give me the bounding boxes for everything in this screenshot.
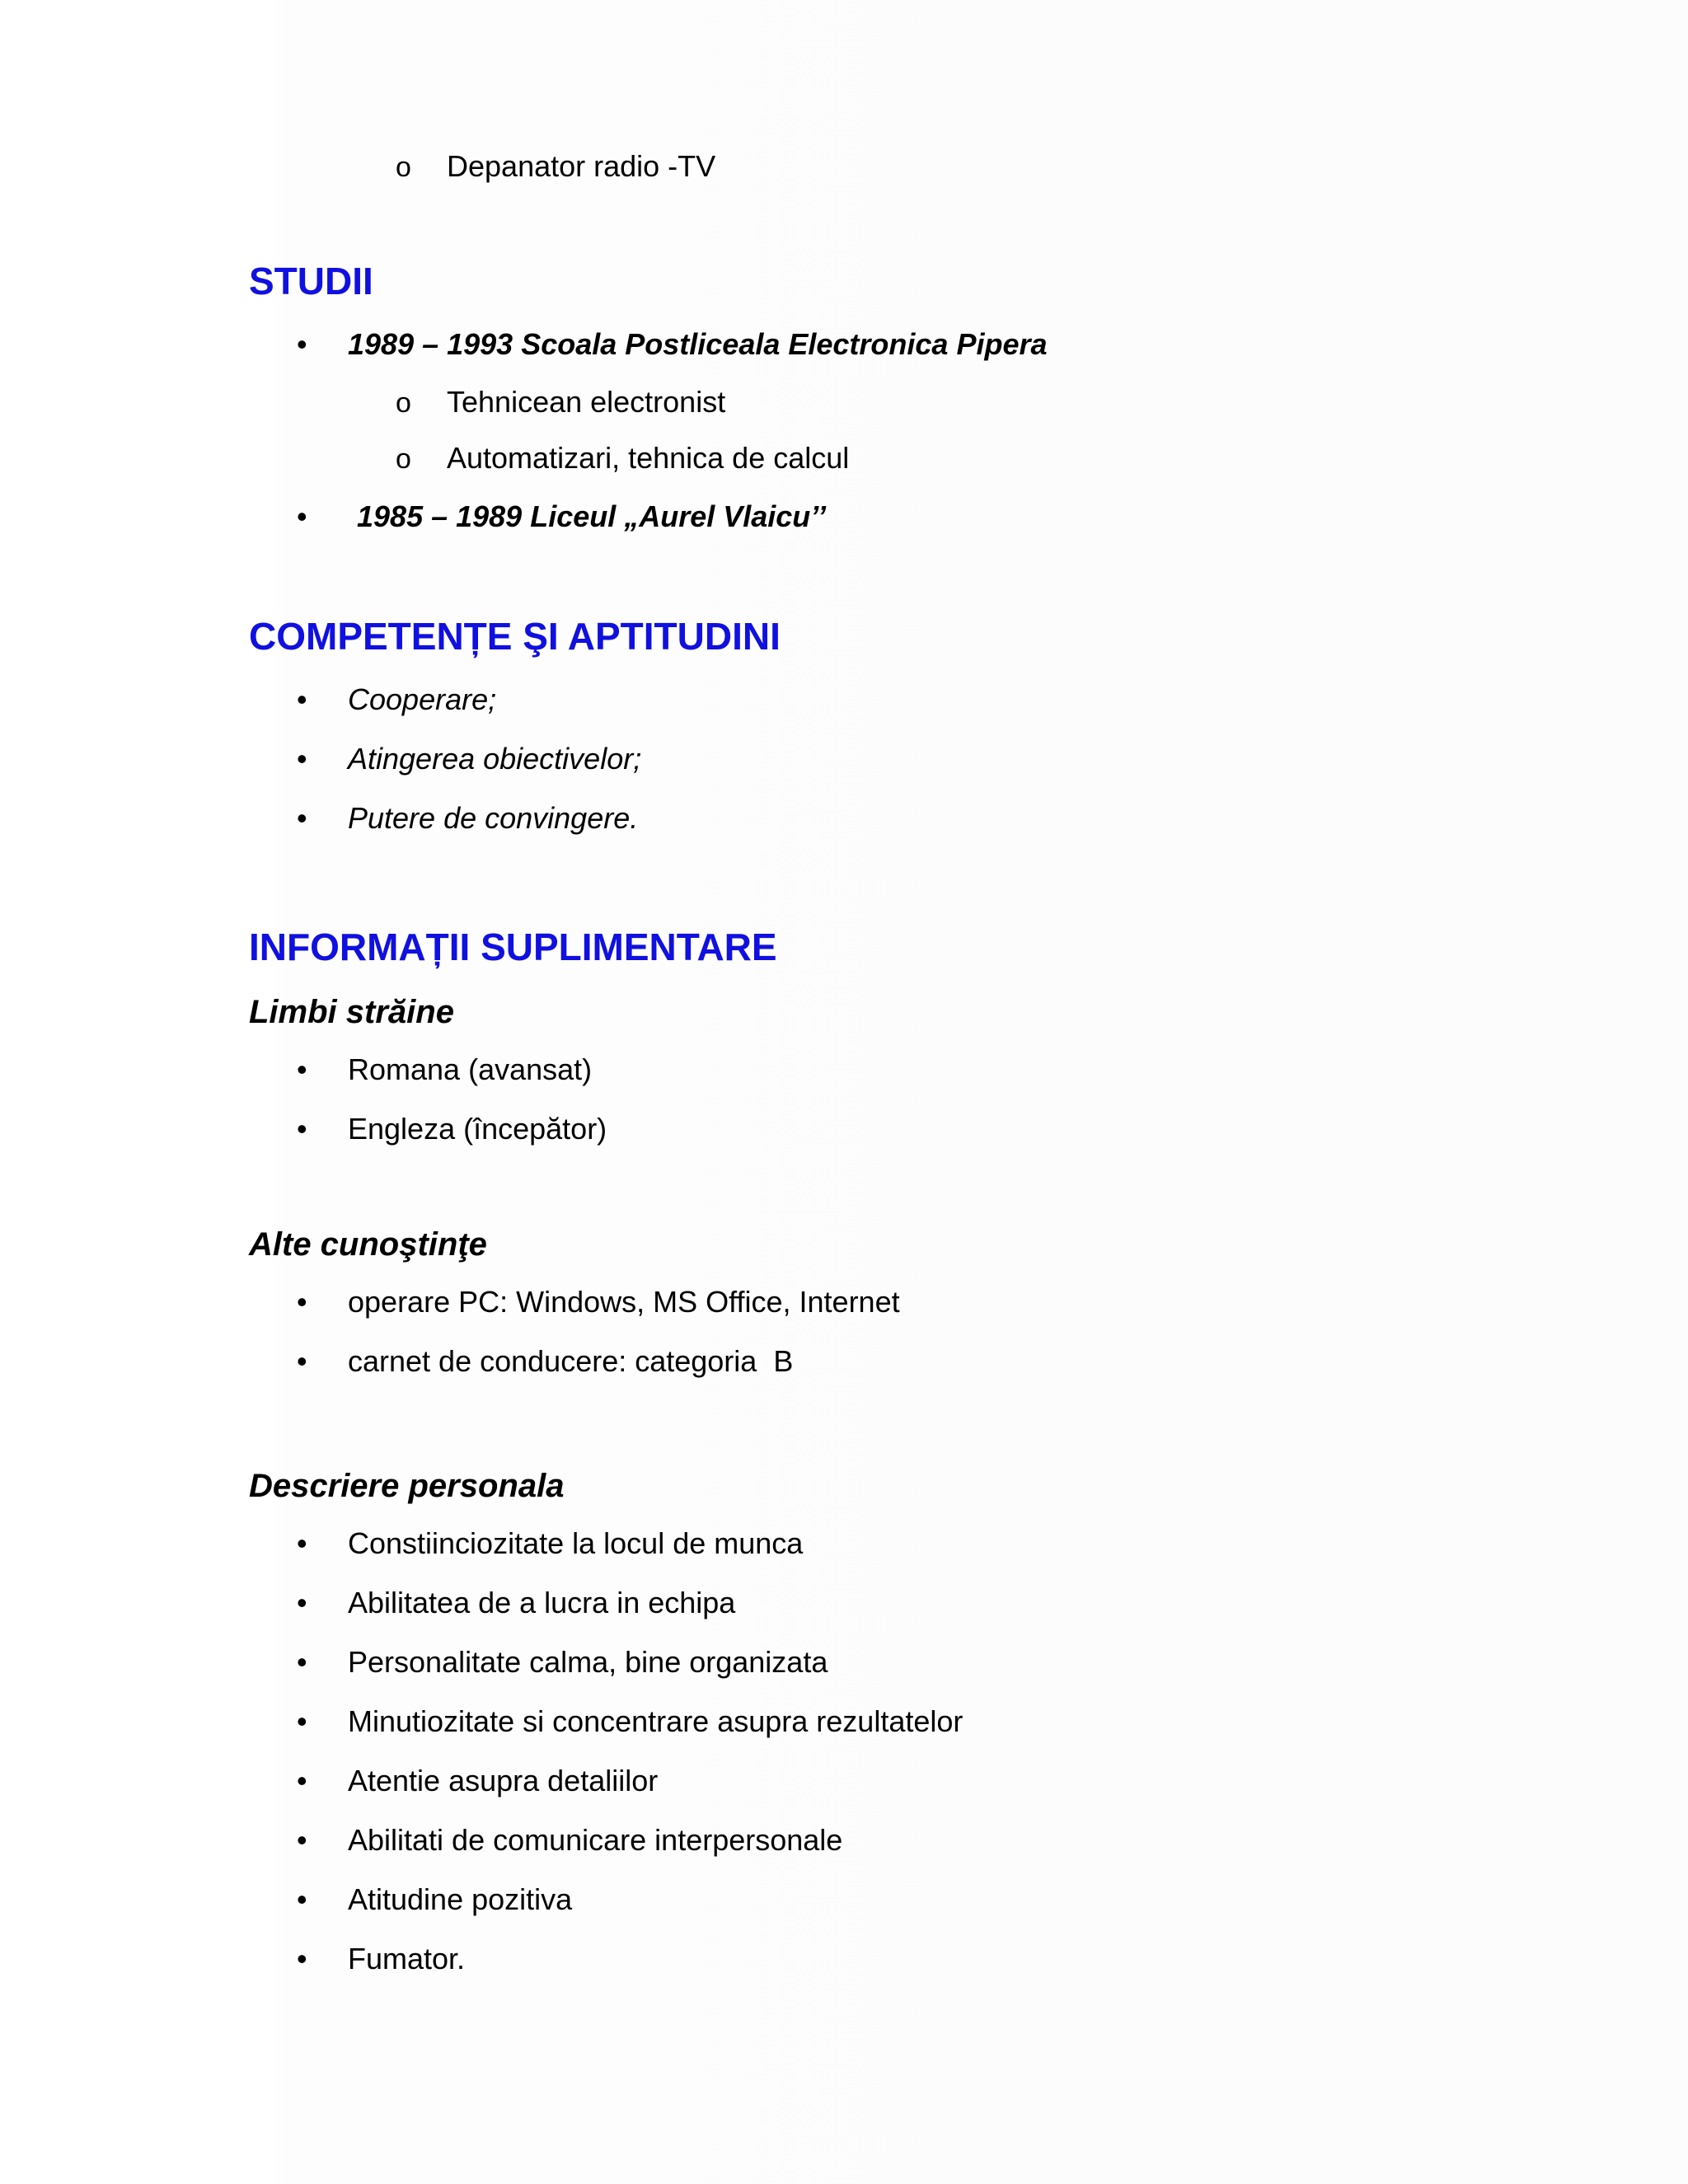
bullet-marker: • — [297, 327, 307, 361]
list-item-romana: Romana (avansat) — [348, 1052, 593, 1086]
list-item-operare-pc: operare PC: Windows, MS Office, Internet — [348, 1285, 900, 1319]
sub-bullet-marker: o — [396, 152, 411, 183]
list-item-engleza: Engleza (începător) — [348, 1112, 607, 1146]
bullet-marker: • — [297, 1526, 307, 1560]
subheading-cunostinte: Alte cunoştinţe — [249, 1226, 487, 1263]
bullet-marker: • — [297, 1704, 307, 1738]
bullet-marker: • — [297, 1285, 307, 1319]
section-heading-informatii: INFORMAȚII SUPLIMENTARE — [249, 926, 777, 968]
bullet-marker: • — [297, 742, 307, 776]
list-item-constiinciozitate: Constiinciozitate la locul de munca — [348, 1526, 804, 1560]
bullet-marker: • — [297, 1823, 307, 1857]
list-item-convingere: Putere de convingere. — [348, 801, 639, 835]
bullet-marker: • — [297, 1052, 307, 1086]
list-item-depanator: Depanator radio -TV — [447, 149, 716, 183]
bullet-marker: • — [297, 1645, 307, 1679]
bullet-marker: • — [297, 1882, 307, 1916]
section-heading-studii: STUDII — [249, 260, 373, 302]
list-item-obiective: Atingerea obiectivelor; — [348, 742, 642, 776]
bullet-marker: • — [297, 1586, 307, 1619]
subheading-descriere: Descriere personala — [249, 1468, 565, 1504]
sub-bullet-marker: o — [396, 387, 411, 419]
section-heading-competente: COMPETENȚE ŞI APTITUDINI — [249, 615, 781, 658]
bullet-marker: • — [297, 1942, 307, 1975]
list-item-atitudine: Atitudine pozitiva — [348, 1882, 573, 1916]
sub-bullet-marker: o — [396, 443, 411, 475]
bullet-marker: • — [297, 1344, 307, 1378]
list-item-cooperare: Cooperare; — [348, 682, 497, 716]
list-item-tehnicean: Tehnicean electronist — [447, 385, 726, 419]
list-item-fumator: Fumator. — [348, 1942, 466, 1975]
bullet-marker: • — [297, 801, 307, 835]
list-item-automatizari: Automatizari, tehnica de calcul — [447, 441, 850, 475]
list-item-carnet: carnet de conducere: categoria B — [348, 1344, 794, 1378]
list-item-echipa: Abilitatea de a lucra in echipa — [348, 1586, 736, 1619]
subheading-limbi: Limbi străine — [249, 994, 454, 1030]
list-item-personalitate: Personalitate calma, bine organizata — [348, 1645, 828, 1679]
list-item-studii-1985: 1985 – 1989 Liceul „Aurel Vlaicu’’ — [357, 499, 826, 533]
bullet-marker: • — [297, 1112, 307, 1146]
bullet-marker: • — [297, 682, 307, 716]
list-item-studii-1989: 1989 – 1993 Scoala Postliceala Electronica Pipera — [348, 327, 1048, 361]
list-item-atentie: Atentie asupra detaliilor — [348, 1764, 659, 1797]
list-item-comunicare: Abilitati de comunicare interpersonale — [348, 1823, 843, 1857]
bullet-marker: • — [297, 499, 307, 533]
list-item-minutiozitate: Minutiozitate si concentrare asupra rezultatelor — [348, 1704, 964, 1738]
bullet-marker: • — [297, 1764, 307, 1797]
